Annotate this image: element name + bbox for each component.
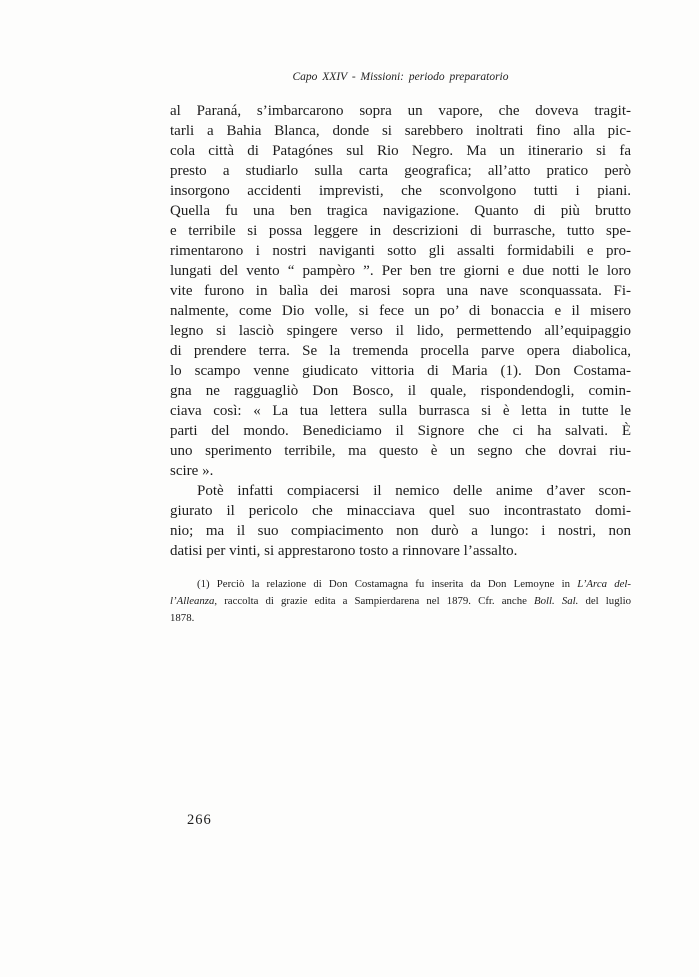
text-line: nio; ma il suo compiacimento non durò a lungo: i nostri, non <box>170 523 631 539</box>
text-line: presto a studiarlo sulla carta geografica; all’atto pratico però <box>170 163 631 179</box>
text-line: insorgono accidenti imprevisti, che sconvolgono tutti i piani. <box>170 183 631 199</box>
plain-text: (1) Perciò la relazione di Don Costamagna fu inserita da Don Lemoyne in <box>197 578 578 590</box>
text-line: vite furono in balìa dei marosi sopra una nave sconquassata. Fi- <box>170 283 631 299</box>
plain-text: , raccolta di grazie edita a Sampierdarena nel 1879. Cfr. anche <box>214 595 535 607</box>
text-line: Potè infatti compiacersi il nemico delle anime d’aver scon- <box>197 483 631 499</box>
text-line: rimentarono i nostri naviganti sotto gli assalti formidabili e pro- <box>170 243 631 259</box>
text-line: lungati del vento “ pampèro ”. Per ben tre giorni e due notti le loro <box>170 263 631 279</box>
text-line: di prendere terra. Se la tremenda procella parve opera diabolica, <box>170 343 631 359</box>
text-line <box>170 576 631 593</box>
italic-text: L’Arca del- <box>577 578 631 590</box>
text-line: nalmente, come Dio volle, si fece un po’ di bonaccia e il misero <box>170 303 631 319</box>
text-line: ciava così: « La tua lettera sulla burrasca si è letta in tutte le <box>170 403 631 419</box>
text-line: parti del mondo. Benediciamo il Signore che ci ha salvati. È <box>170 423 631 439</box>
text-line: al Paraná, s’imbarcarono sopra un vapore, che doveva tragit- <box>170 103 631 119</box>
text-line: legno si lasciò spingere verso il lido, permettendo all’equipaggio <box>170 323 631 339</box>
page-number: 266 <box>187 812 212 828</box>
text-line: uno sperimento terribile, ma questo è un segno che dovrai riu- <box>170 443 631 459</box>
paragraph-1 <box>170 101 631 481</box>
text-line: cola città di Patagónes sul Rio Negro. Ma un itinerario si fa <box>170 143 631 159</box>
body-text <box>170 101 631 561</box>
text-line: gna ne ragguagliò Don Bosco, il quale, rispondendogli, comin- <box>170 383 631 399</box>
italic-text: Boll. Sal. <box>534 595 579 607</box>
text-line: datisi per vinti, si apprestarono tosto a rinnovare l’assalto. <box>170 543 518 559</box>
paragraph-2 <box>170 481 631 561</box>
text-line: lo scampo venne giudicato vittoria di Maria (1). Don Costama- <box>170 363 631 379</box>
running-header: Capo XXIV - Missioni: periodo preparatorio <box>292 71 509 83</box>
plain-text: 1878. <box>170 612 195 624</box>
plain-text: del luglio <box>578 595 631 607</box>
text-line: e terribile si possa leggere in descrizioni di burrasche, tutto spe- <box>170 223 631 239</box>
text-line: tarli a Bahia Blanca, donde si sarebbero inoltrati fino alla pic- <box>170 123 631 139</box>
footnote <box>170 576 631 627</box>
text-line: Quella fu una ben tragica navigazione. Quanto di più brutto <box>170 203 631 219</box>
text-line: scire ». <box>170 463 214 479</box>
text-line <box>170 593 631 610</box>
text-line: giurato il pericolo che minacciava quel suo incontrastato domi- <box>170 503 631 519</box>
text-line <box>170 610 631 627</box>
italic-text: l’Alleanza <box>170 595 215 607</box>
